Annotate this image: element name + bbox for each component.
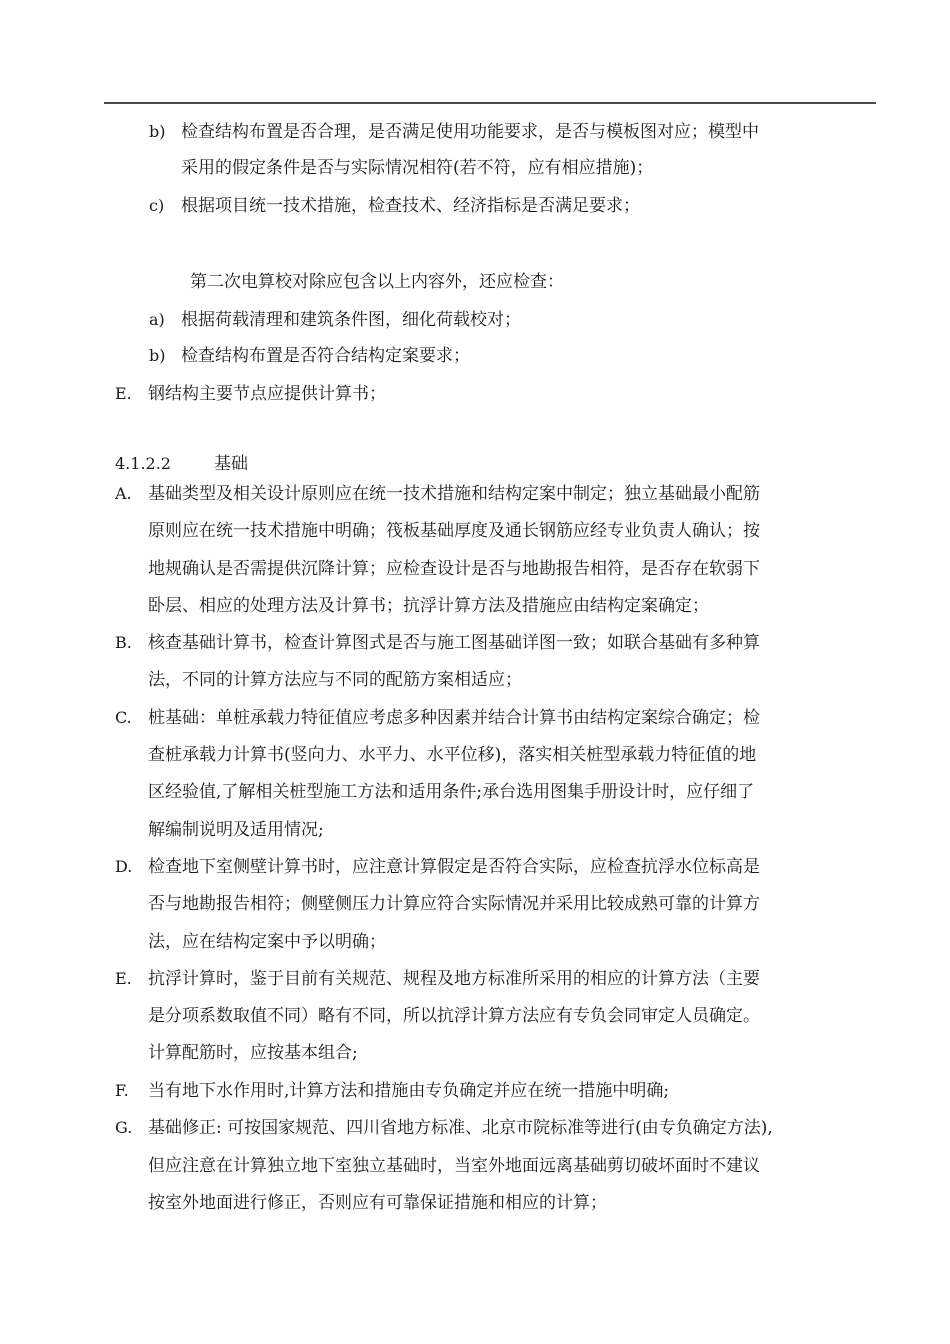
list-marker-A: A.	[115, 484, 132, 503]
paragraph-line: 根据项目统一技术措施，检查技术、经济指标是否满足要求；	[181, 196, 640, 216]
paragraph-line: 地规确认是否需提供沉降计算；应检查设计是否与地勘报告相符，是否存在软弱下	[148, 559, 760, 579]
list-marker-G: G.	[115, 1118, 133, 1137]
list-marker-b: b)	[149, 122, 166, 141]
paragraph-line: 检查结构布置是否符合结构定案要求；	[181, 346, 470, 366]
list-marker-a: a)	[149, 310, 165, 329]
paragraph-line: 采用的假定条件是否与实际情况相符(若不符，应有相应措施)；	[181, 158, 654, 178]
paragraph-line: 抗浮计算时，鉴于目前有关规范、规程及地方标准所采用的相应的计算方法（主要	[148, 969, 760, 989]
section-title: 基础	[214, 454, 248, 474]
paragraph-line: 卧层、相应的处理方法及计算书；抗浮计算方法及措施应由结构定案确定；	[148, 596, 709, 616]
paragraph-line: 区经验值,了解相关桩型施工方法和适用条件;承台选用图集手册设计时，应仔细了	[148, 782, 755, 802]
paragraph-line: 查桩承载力计算书(竖向力、水平力、水平位移)，落实相关桩型承载力特征值的地	[148, 745, 757, 765]
list-marker-C: C.	[115, 708, 132, 727]
paragraph-line: 法，不同的计算方法应与不同的配筋方案相适应；	[148, 670, 522, 690]
paragraph-line: 检查地下室侧壁计算书时，应注意计算假定是否符合实际，应检查抗浮水位标高是	[148, 857, 760, 877]
paragraph-line: 基础类型及相关设计原则应在统一技术措施和结构定案中制定；独立基础最小配筋	[148, 484, 760, 504]
paragraph-line: 解编制说明及适用情况;	[148, 820, 324, 840]
paragraph-line: 钢结构主要节点应提供计算书；	[148, 384, 386, 404]
paragraph-line: 桩基础：单桩承载力特征值应考虑多种因素并结合计算书由结构定案综合确定；检	[148, 708, 760, 728]
list-marker-F: F.	[115, 1081, 129, 1100]
paragraph-line: 根据荷载清理和建筑条件图，细化荷载校对；	[181, 310, 521, 330]
list-marker-b: b)	[149, 346, 166, 365]
list-marker-B: B.	[115, 633, 132, 652]
paragraph-line: 法，应在结构定案中予以明确；	[148, 932, 386, 952]
paragraph-line: 当有地下水作用时,计算方法和措施由专负确定并应在统一措施中明确;	[148, 1081, 670, 1101]
paragraph-line: 检查结构布置是否合理，是否满足使用功能要求，是否与模板图对应；模型中	[181, 122, 759, 142]
section-number: 4.1.2.2	[115, 454, 171, 473]
paragraph-line: 否与地勘报告相符；侧壁侧压力计算应符合实际情况并采用比较成熟可靠的计算方	[148, 894, 760, 914]
paragraph-line: 是分项系数取值不同）略有不同，所以抗浮计算方法应有专负会同审定人员确定。	[148, 1006, 760, 1026]
list-marker-D: D.	[115, 857, 133, 876]
paragraph-line: 核查基础计算书，检查计算图式是否与施工图基础详图一致；如联合基础有多种算	[148, 633, 760, 653]
second-check-intro: 第二次电算校对除应包含以上内容外，还应检查：	[190, 272, 564, 292]
list-marker-E: E.	[115, 969, 132, 988]
header-rule	[104, 102, 876, 104]
paragraph-line: 计算配筋时，应按基本组合;	[148, 1043, 358, 1063]
paragraph-line: 原则应在统一技术措施中明确；筏板基础厚度及通长钢筋应经专业负责人确认；按	[148, 521, 760, 541]
list-marker-E: E.	[115, 384, 132, 403]
paragraph-line: 基础修正: 可按国家规范、四川省地方标准、北京市院标准等进行(由专负确定方法),	[148, 1118, 773, 1138]
paragraph-line: 按室外地面进行修正，否则应有可靠保证措施和相应的计算；	[148, 1193, 607, 1213]
list-marker-c: c)	[149, 196, 165, 215]
paragraph-line: 但应注意在计算独立地下室独立基础时，当室外地面远离基础剪切破坏面时不建议	[148, 1156, 760, 1176]
